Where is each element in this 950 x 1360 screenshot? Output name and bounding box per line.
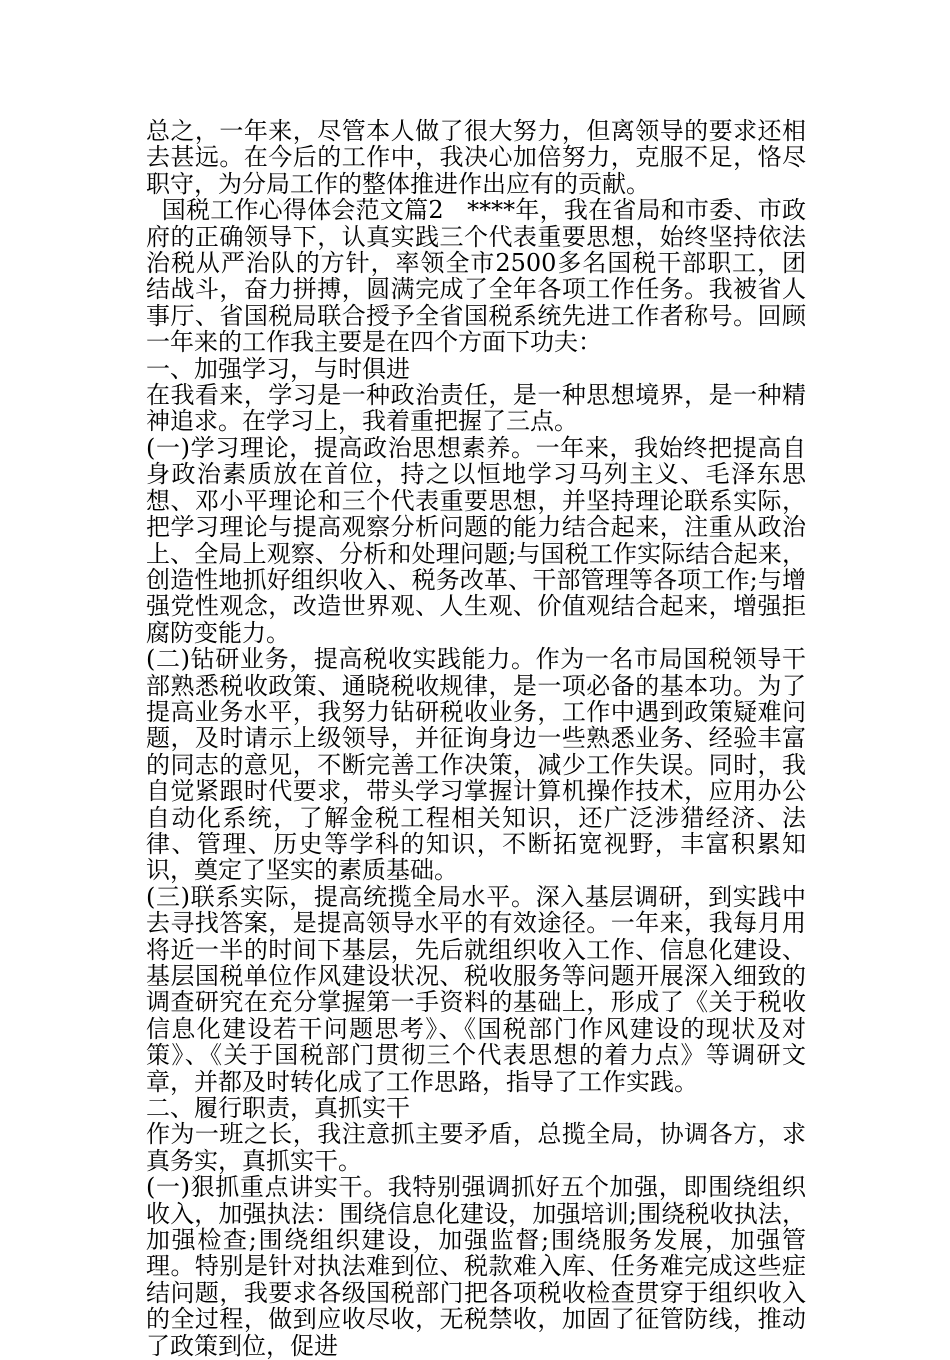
paragraph-business: (二)钻研业务，提高税收实践能力。作为一名市局国税领导干部熟悉税收政策、通晓税收规律，是一项必备的基本功。为了提高业务水平，我努力钻研税收业务，工作中遇到政策疑难问题，及时请示上级领导，并征询身边一些熟悉业务、经验丰富的同志的意见，不断完善工作决策，减少工作失误。同时，我自觉紧跟时代要求，带头学习掌握计算机操作技术，应用办公自动化系统，了解金税工程相关知识，还广泛涉猎经济、法律、管理、历史等学科的知识，不断拓宽视野，丰富积累知识，奠定了坚实的素质基础。 (146, 645, 806, 885)
paragraph-intro: 国税工作心得体会范文篇2 ****年，我在省局和市委、市政府的正确领导下，认真实践三个代表重要思想，始终坚持依法治税从严治队的方针，率领全市2500多名国税干部职工，团结战斗，奋力拼搏，圆满完成了全年各项工作任务。我被省人事厅、省国税局联合授予全省国税系统先进工作者称号。回顾一年来的工作我主要是在四个方面下功夫： (146, 196, 806, 357)
paragraph-duty: 作为一班之长，我注意抓主要矛盾，总揽全局，协调各方，求真务实，真抓实干。 (146, 1120, 806, 1175)
paragraph-study: 在我看来，学习是一种政治责任，是一种思想境界，是一种精神追求。在学习上，我着重把握了三点。 (146, 381, 806, 436)
document-page (146, 118, 806, 1359)
section-heading-2: 二、履行职责，真抓实干 (146, 1094, 410, 1123)
paragraph-theory: (一)学习理论，提高政治思想素养。一年来，我始终把提高自身政治素质放在首位，持之以恒地学习马列主义、毛泽东思想、邓小平理论和三个代表重要思想，并坚持理论联系实际，把学习理论与提高观察分析问题的能力结合起来，注重从政治上、全局上观察、分析和处理问题;与国税工作实际结合起来，创造性地抓好组织收入、税务改革、干部管理等各项工作;与增强党性观念，改造世界观、人生观、价值观结合起来，增强拒腐防变能力。 (146, 433, 806, 647)
paragraph-focus: (一)狠抓重点讲实干。我特别强调抓好五个加强，即围绕组织收入，加强执法：围绕信息化建设，加强培训;围绕税收执法，加强检查;围绕组织建设，加强监督;围绕服务发展，加强管理。特别是针对执法难到位、税款难入库、任务难完成这些症结问题，我要求各级国税部门把各项税收检查贯穿于组织收入的全过程，做到应收尽收，无税禁收，加固了征管防线，推动了政策到位，促进 (146, 1173, 806, 1360)
paragraph-practice: (三)联系实际，提高统揽全局水平。深入基层调研，到实践中去寻找答案，是提高领导水平的有效途径。一年来，我每月用将近一半的时间下基层，先后就组织收入工作、信息化建设、基层国税单位作风建设状况、税收服务等问题开展深入细致的调查研究在充分掌握第一手资料的基础上，形成了《关于税收信息化建设若干问题思考》、《国税部门作风建设的现状及对策》、《关于国税部门贯彻三个代表思想的着力点》等调研文章，并都及时转化成了工作思路，指导了工作实践。 (146, 882, 806, 1096)
paragraph-conclusion: 总之，一年来，尽管本人做了很大努力，但离领导的要求还相去甚远。在今后的工作中，我决心加倍努力，克服不足，恪尽职守，为分局工作的整体推进作出应有的贡献。 (146, 117, 806, 198)
section-heading-1: 一、加强学习，与时俱进 (146, 354, 410, 383)
